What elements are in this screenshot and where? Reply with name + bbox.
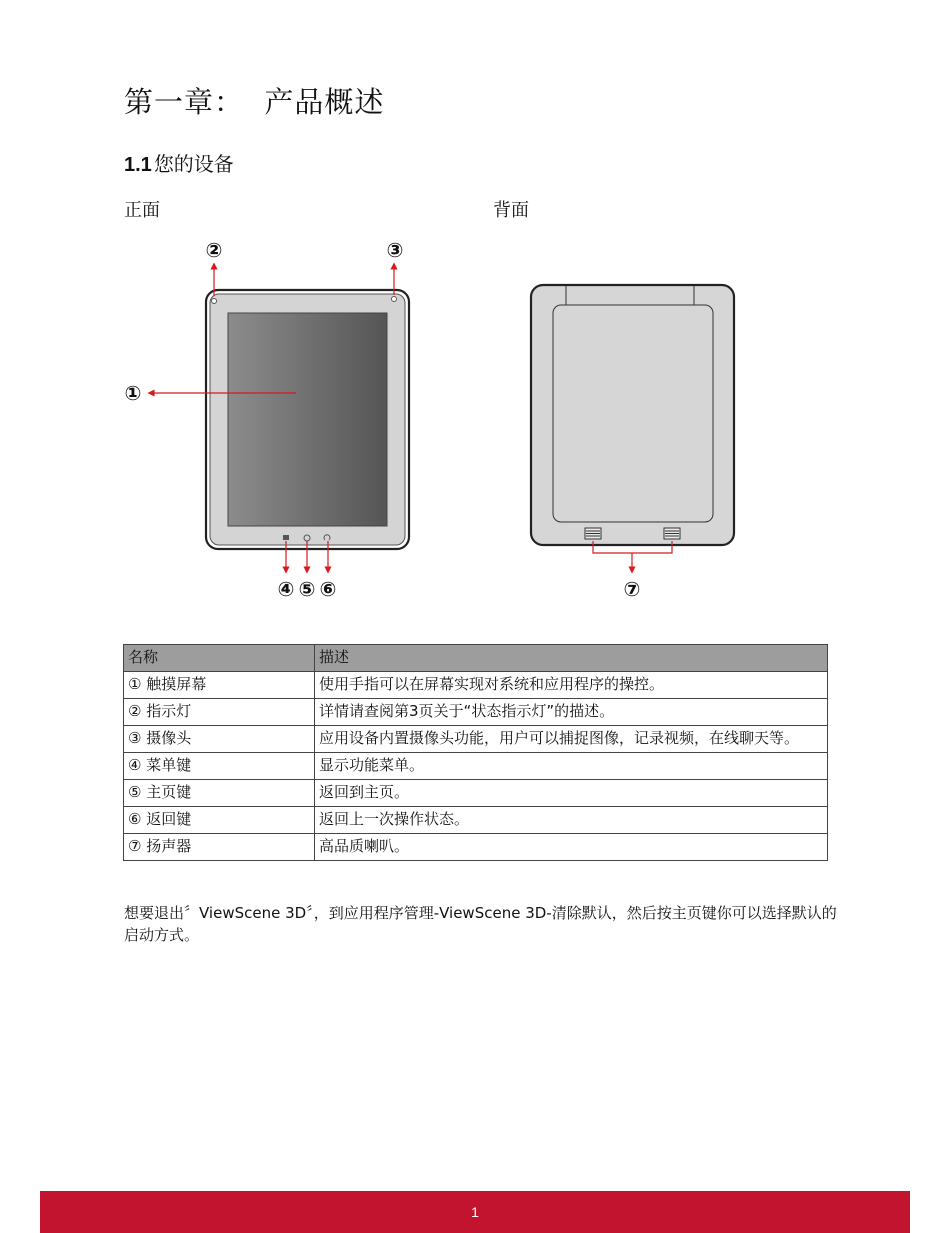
callout-7: ⑦ [623,577,641,601]
speaker-grille-left [585,528,601,539]
table-row [124,672,828,699]
table-row [124,834,828,861]
component-name: ④ 菜单键 [124,753,315,780]
component-table [123,644,828,861]
table-row [124,753,828,780]
component-name: ③ 摄像头 [124,726,315,753]
chapter-title: 第一章： 产品概述 [124,85,385,119]
component-description: 高品质喇叭。 [315,834,828,861]
touch-screen [228,313,387,526]
component-description: 返回到主页。 [315,780,828,807]
table-row [124,807,828,834]
column-header-name: 名称 [124,645,315,672]
component-description: 返回上一次操作状态。 [315,807,828,834]
callout-5: ⑤ [298,577,316,601]
speaker-grille-right [664,528,680,539]
page-number: 1 [471,1204,479,1220]
table-header-row [124,645,828,672]
component-description: 详情请查阅第3页关于“状态指示灯”的描述。 [315,699,828,726]
tablet-front [206,289,409,549]
tablet-back [531,285,734,546]
column-header-description: 描述 [315,645,828,672]
component-name: ⑥ 返回键 [124,807,315,834]
table-row [124,699,828,726]
footer-bar [40,1191,910,1233]
back-view-label: 背面 [493,200,529,221]
section-number: 1.1 [124,154,152,176]
callout-2: ② [205,238,223,262]
callout-3: ③ [386,238,404,262]
callout-1: ① [124,381,142,405]
component-name: ⑤ 主页键 [124,780,315,807]
callout-6: ⑥ [319,577,337,601]
component-description: 使用手指可以在屏幕实现对系统和应用程序的操控。 [315,672,828,699]
indicator-light [212,299,217,304]
component-description: 显示功能菜单。 [315,753,828,780]
menu-key [283,535,289,540]
camera [392,297,397,302]
callout-4: ④ [277,577,295,601]
component-name: ⑦ 扬声器 [124,834,315,861]
table-row [124,780,828,807]
component-description: 应用设备内置摄像头功能，用户可以捕捉图像，记录视频，在线聊天等。 [315,726,828,753]
front-view-label: 正面 [124,200,160,221]
component-name: ① 触摸屏幕 [124,672,315,699]
table-row [124,726,828,753]
section-heading: 您的设备 [153,152,234,176]
component-name: ② 指示灯 [124,699,315,726]
exit-note: 想要退出〞ViewScene 3D〞，到应用程序管理-ViewScene 3D-清除默认，然后按主页键你可以选择默认的启动方式。 [124,904,837,944]
